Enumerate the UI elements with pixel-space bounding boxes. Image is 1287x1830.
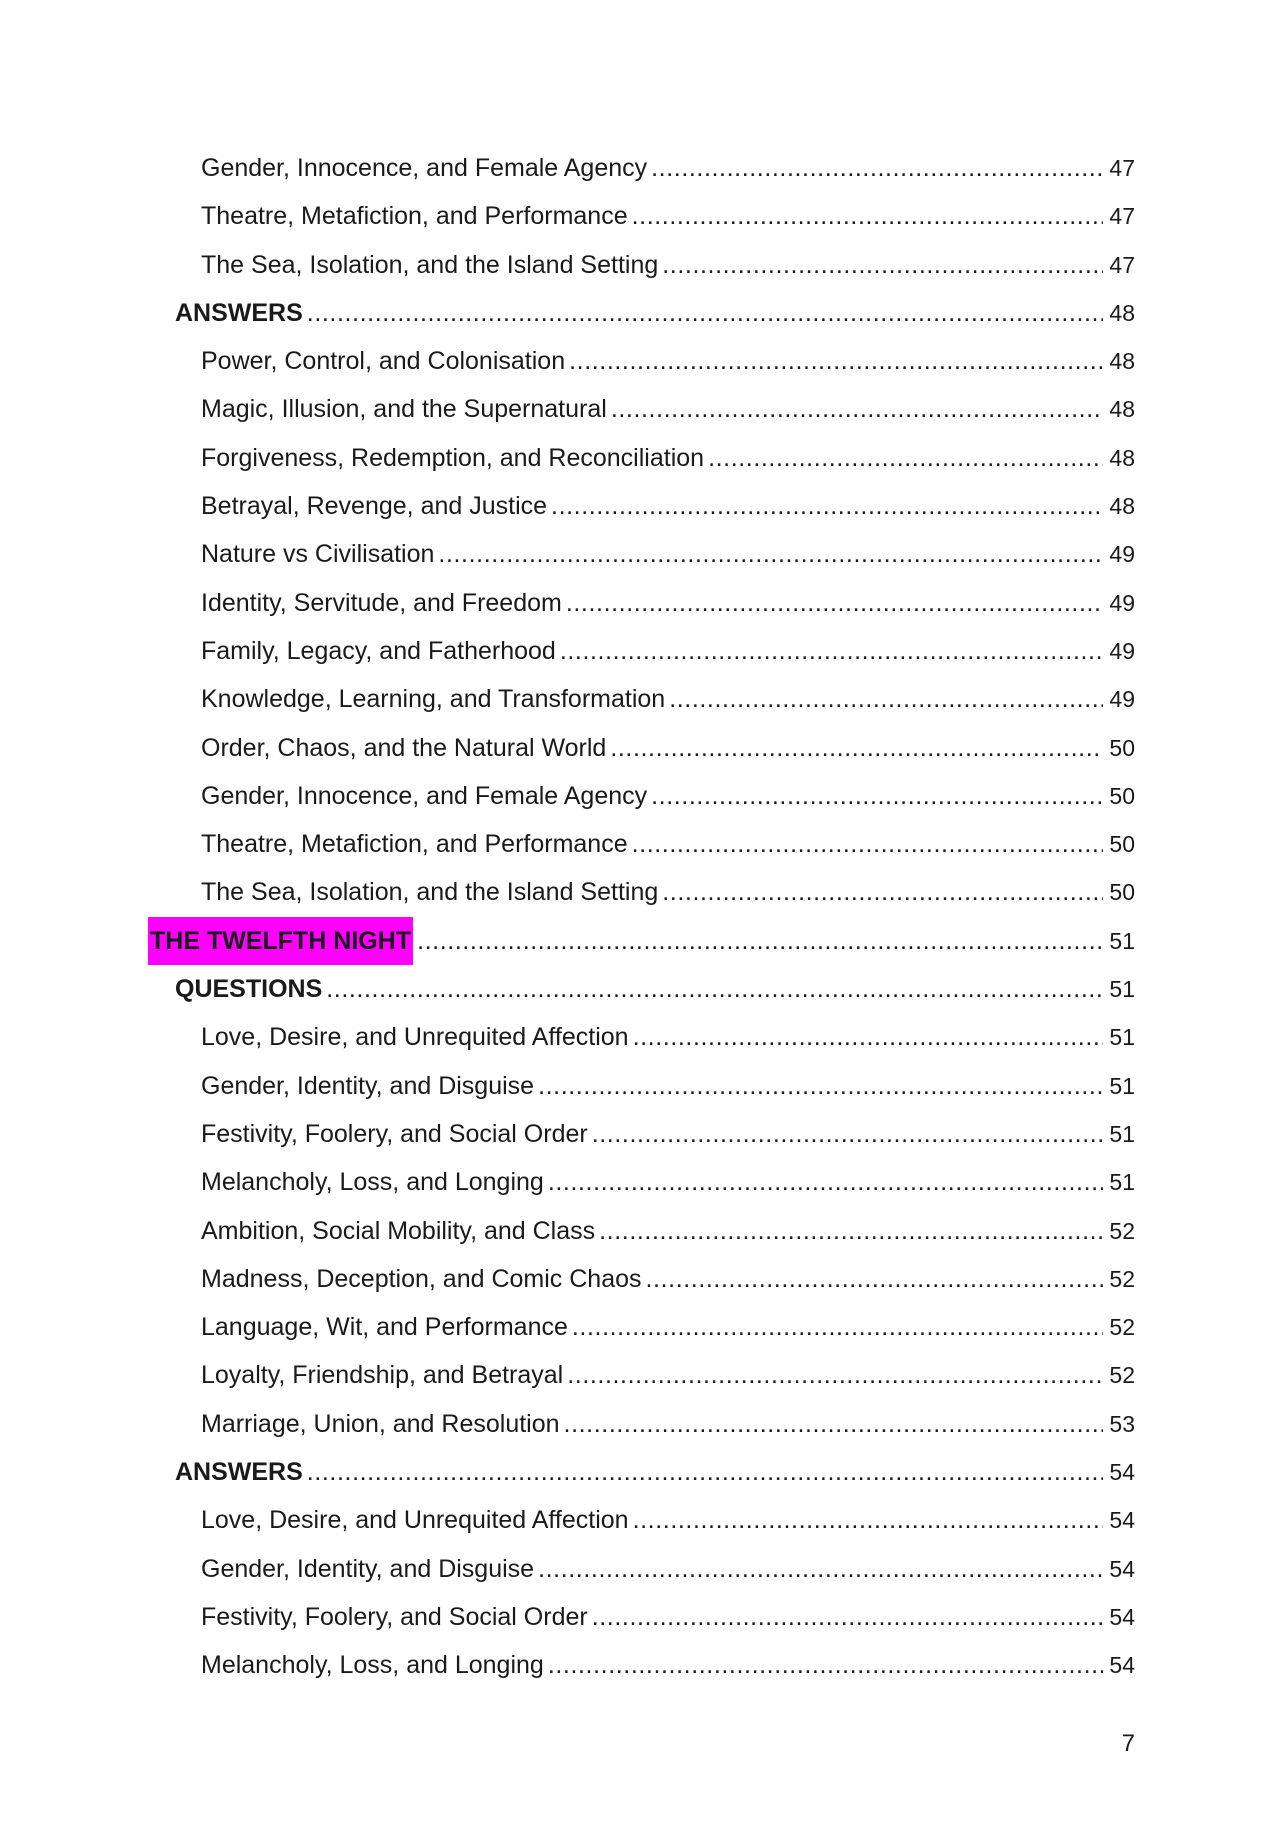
dot-leader	[572, 1303, 1104, 1351]
dot-leader	[307, 1448, 1104, 1496]
toc-entry-page: 52	[1109, 1217, 1135, 1244]
toc-entry-title: Loyalty, Friendship, and Betrayal	[201, 1361, 564, 1390]
dot-leader	[548, 1158, 1104, 1206]
toc-entry[interactable]	[0, 627, 1135, 675]
toc-entry[interactable]	[0, 1496, 1135, 1544]
toc-entry-title: Magic, Illusion, and the Supernatural	[201, 395, 607, 424]
dot-leader	[560, 627, 1104, 675]
toc-entry[interactable]	[0, 530, 1135, 578]
dot-leader	[669, 675, 1103, 723]
toc-entry[interactable]	[0, 868, 1135, 916]
toc-entry-page: 49	[1109, 541, 1135, 568]
toc-entry-page: 51	[1109, 976, 1135, 1003]
toc-entry-page: 49	[1109, 637, 1135, 664]
toc-entry[interactable]	[0, 820, 1135, 868]
dot-leader	[632, 820, 1104, 868]
toc-entry-title: QUESTIONS	[175, 975, 323, 1004]
toc-entry-page: 54	[1109, 1652, 1135, 1679]
toc-entry-page: 49	[1109, 589, 1135, 616]
toc-section-answers[interactable]	[0, 1448, 1135, 1496]
toc-entry-title: Language, Wit, and Performance	[201, 1313, 568, 1342]
toc-entry-title: Ambition, Social Mobility, and Class	[201, 1216, 596, 1245]
toc-entry-title: Love, Desire, and Unrequited Affection	[201, 1506, 629, 1535]
toc-chapter-twelfth-night[interactable]	[0, 917, 1135, 965]
toc-entry[interactable]	[0, 772, 1135, 820]
dot-leader	[651, 144, 1103, 192]
toc-entry-title: Gender, Innocence, and Female Agency	[201, 154, 648, 182]
toc-entry-title: Festivity, Foolery, and Social Order	[201, 1119, 588, 1148]
toc-entry-page: 54	[1109, 1459, 1135, 1486]
toc-entry-page: 51	[1109, 1024, 1135, 1051]
toc-entry[interactable]	[0, 1641, 1135, 1689]
toc-entry-title: Madness, Deception, and Comic Chaos	[201, 1264, 642, 1293]
toc-entry-title: ANSWERS	[175, 298, 303, 327]
dot-leader	[326, 965, 1103, 1013]
dot-leader	[548, 1641, 1104, 1689]
toc-entry-title: Melancholy, Loss, and Longing	[201, 1168, 544, 1197]
toc-entry[interactable]	[0, 1400, 1135, 1448]
toc-entry[interactable]	[0, 579, 1135, 627]
dot-leader	[610, 724, 1103, 772]
toc-entry-page: 50	[1109, 782, 1135, 809]
toc-entry-page: 49	[1109, 686, 1135, 713]
toc-entry-title: Identity, Servitude, and Freedom	[201, 588, 562, 617]
dot-leader	[438, 530, 1103, 578]
toc-entry[interactable]	[0, 1593, 1135, 1641]
dot-leader	[564, 1400, 1104, 1448]
toc-entry[interactable]	[0, 1545, 1135, 1593]
toc-entry[interactable]	[0, 434, 1135, 482]
page-number: 7	[1121, 1730, 1135, 1757]
toc-chapter-title-highlighted: THE TWELFTH NIGHT	[148, 917, 413, 965]
dot-leader	[632, 192, 1104, 240]
dot-leader	[708, 434, 1103, 482]
toc-entry-title: Power, Control, and Colonisation	[201, 347, 566, 376]
toc-entry-page: 48	[1109, 299, 1135, 326]
dot-leader	[599, 1207, 1103, 1255]
toc-entry-title: Gender, Identity, and Disguise	[201, 1071, 535, 1100]
dot-leader	[538, 1062, 1103, 1110]
dot-leader	[662, 241, 1103, 289]
toc-entry-page: 48	[1109, 493, 1135, 520]
dot-leader	[633, 1496, 1104, 1544]
toc-entry-page: 54	[1109, 1603, 1135, 1630]
toc-entry-page: 54	[1109, 1507, 1135, 1534]
toc-entry-title: Family, Legacy, and Fatherhood	[201, 636, 556, 665]
toc-entry[interactable]	[0, 724, 1135, 772]
toc-entry-page: 48	[1109, 444, 1135, 471]
dot-leader	[651, 772, 1103, 820]
dot-leader	[551, 482, 1103, 530]
dot-leader	[569, 337, 1103, 385]
toc-entry-page: 51	[1109, 927, 1135, 954]
toc-entry-page: 50	[1109, 734, 1135, 761]
toc-entry[interactable]	[0, 241, 1135, 289]
dot-leader	[592, 1593, 1104, 1641]
toc-entry-title: Melancholy, Loss, and Longing	[201, 1651, 544, 1680]
toc-entry-title: Theatre, Metafiction, and Performance	[201, 830, 628, 859]
toc-entry[interactable]	[0, 1158, 1135, 1206]
toc-entry[interactable]	[0, 675, 1135, 723]
toc-entry-page: 53	[1109, 1410, 1135, 1437]
dot-leader	[611, 385, 1104, 433]
toc-entry-page: 48	[1109, 348, 1135, 375]
table-of-contents	[0, 144, 1287, 1690]
toc-entry-title: Knowledge, Learning, and Transformation	[201, 685, 666, 714]
toc-entry[interactable]	[0, 385, 1135, 433]
dot-leader	[566, 579, 1104, 627]
toc-entry-title: Marriage, Union, and Resolution	[201, 1409, 560, 1438]
toc-entry-page: 47	[1109, 203, 1135, 230]
toc-section-questions[interactable]	[0, 965, 1135, 1013]
toc-entry-title: Forgiveness, Redemption, and Reconciliation	[201, 443, 705, 472]
toc-entry[interactable]	[0, 1207, 1135, 1255]
dot-leader	[646, 1255, 1104, 1303]
toc-entry[interactable]	[0, 1013, 1135, 1061]
toc-entry-title: Gender, Innocence, and Female Agency	[201, 781, 648, 810]
toc-entry-title: The Sea, Isolation, and the Island Setting	[201, 878, 659, 907]
toc-entry-page: 50	[1109, 879, 1135, 906]
toc-entry-page: 47	[1109, 155, 1135, 181]
toc-entry-page: 50	[1109, 831, 1135, 858]
toc-entry-page: 51	[1109, 1120, 1135, 1147]
dot-leader	[662, 868, 1103, 916]
toc-entry[interactable]	[0, 337, 1135, 385]
toc-entry[interactable]	[0, 192, 1135, 240]
toc-entry-page: 51	[1109, 1169, 1135, 1196]
toc-entry-title: Order, Chaos, and the Natural World	[201, 733, 607, 762]
toc-entry-page: 48	[1109, 396, 1135, 423]
toc-entry-title: Festivity, Foolery, and Social Order	[201, 1602, 588, 1631]
toc-entry-title: Theatre, Metafiction, and Performance	[201, 202, 628, 231]
toc-entry-page: 52	[1109, 1314, 1135, 1341]
toc-entry-title: The Sea, Isolation, and the Island Setting	[201, 250, 659, 279]
dot-leader	[592, 1110, 1104, 1158]
dot-leader	[567, 1351, 1103, 1399]
toc-entry[interactable]	[0, 1303, 1135, 1351]
toc-entry[interactable]	[0, 1110, 1135, 1158]
dot-leader	[538, 1545, 1103, 1593]
toc-entry[interactable]	[0, 1351, 1135, 1399]
toc-entry[interactable]	[0, 144, 1135, 192]
toc-entry-page: 52	[1109, 1265, 1135, 1292]
toc-entry[interactable]	[0, 1062, 1135, 1110]
dot-leader	[307, 289, 1104, 337]
toc-entry-title: Betrayal, Revenge, and Justice	[201, 492, 548, 521]
toc-entry-title: ANSWERS	[175, 1458, 303, 1487]
toc-entry-title: Love, Desire, and Unrequited Affection	[201, 1023, 629, 1052]
dot-leader	[417, 917, 1103, 965]
toc-entry-page: 51	[1109, 1072, 1135, 1099]
toc-entry-page: 52	[1109, 1362, 1135, 1389]
toc-entry-title: Nature vs Civilisation	[201, 540, 435, 569]
toc-entry-page: 47	[1109, 251, 1135, 278]
toc-entry[interactable]	[0, 482, 1135, 530]
toc-section-answers[interactable]	[0, 289, 1135, 337]
dot-leader	[633, 1013, 1104, 1061]
toc-entry[interactable]	[0, 1255, 1135, 1303]
toc-entry-page: 54	[1109, 1555, 1135, 1582]
toc-entry-title: Gender, Identity, and Disguise	[201, 1554, 535, 1583]
